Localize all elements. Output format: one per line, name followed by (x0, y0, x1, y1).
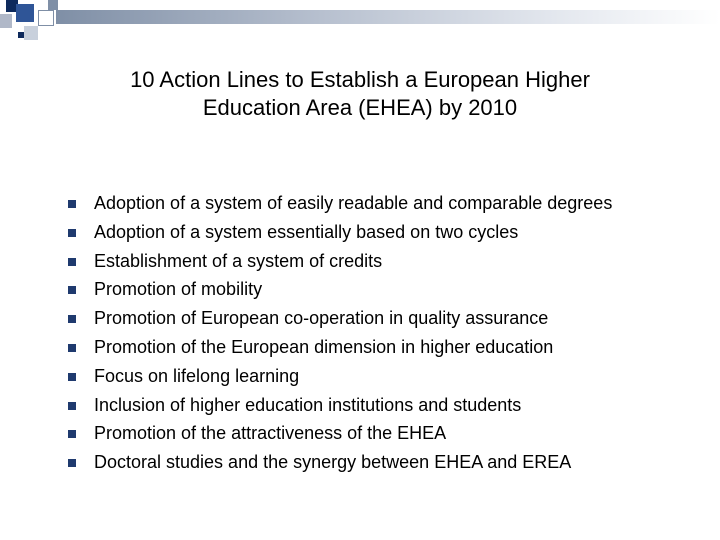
header-gradient-band (56, 10, 720, 24)
decorative-square (48, 0, 58, 10)
square-bullet-icon (68, 402, 76, 410)
square-bullet-icon (68, 229, 76, 237)
list-item-text: Adoption of a system essentially based on two cycles (94, 221, 519, 242)
decorative-square (24, 26, 38, 40)
square-bullet-icon (68, 459, 76, 467)
decorative-square (18, 32, 24, 38)
list-item (68, 304, 612, 333)
list-item-text: Focus on lifelong learning (94, 365, 300, 386)
list-item (68, 189, 612, 218)
square-bullet-icon (68, 315, 76, 323)
square-bullet-icon (68, 430, 76, 438)
square-bullet-icon (68, 286, 76, 294)
action-lines-list (68, 189, 612, 477)
list-item-text: Doctoral studies and the synergy between EHEA and EREA (94, 452, 572, 473)
decorative-square (38, 10, 54, 26)
list-item-text: Promotion of mobility (94, 279, 263, 300)
square-bullet-icon (68, 200, 76, 208)
list-item (68, 247, 612, 276)
list-item (68, 333, 612, 362)
list-item (68, 362, 612, 391)
list-item (68, 275, 612, 304)
list-item (68, 419, 612, 448)
list-item (68, 391, 612, 420)
list-item-text: Inclusion of higher education institutions and students (94, 394, 522, 415)
list-item (68, 218, 612, 247)
square-bullet-icon (68, 373, 76, 381)
list-item-text: Promotion of the attractiveness of the EHEA (94, 423, 447, 444)
slide-title-line-1: 10 Action Lines to Establish a European Higher (130, 67, 590, 92)
decorative-square (0, 14, 12, 28)
list-item-text: Promotion of European co-operation in quality assurance (94, 308, 549, 329)
slide-title-line-2: Education Area (EHEA) by 2010 (202, 95, 518, 120)
square-bullet-icon (68, 344, 76, 352)
list-item (68, 448, 612, 477)
square-bullet-icon (68, 258, 76, 266)
list-item-text: Establishment of a system of credits (94, 250, 383, 271)
slide-title (40, 66, 680, 122)
decorative-square (16, 4, 34, 22)
list-item-text: Promotion of the European dimension in higher education (94, 336, 554, 357)
list-item-text: Adoption of a system of easily readable and comparable degrees (94, 193, 613, 213)
